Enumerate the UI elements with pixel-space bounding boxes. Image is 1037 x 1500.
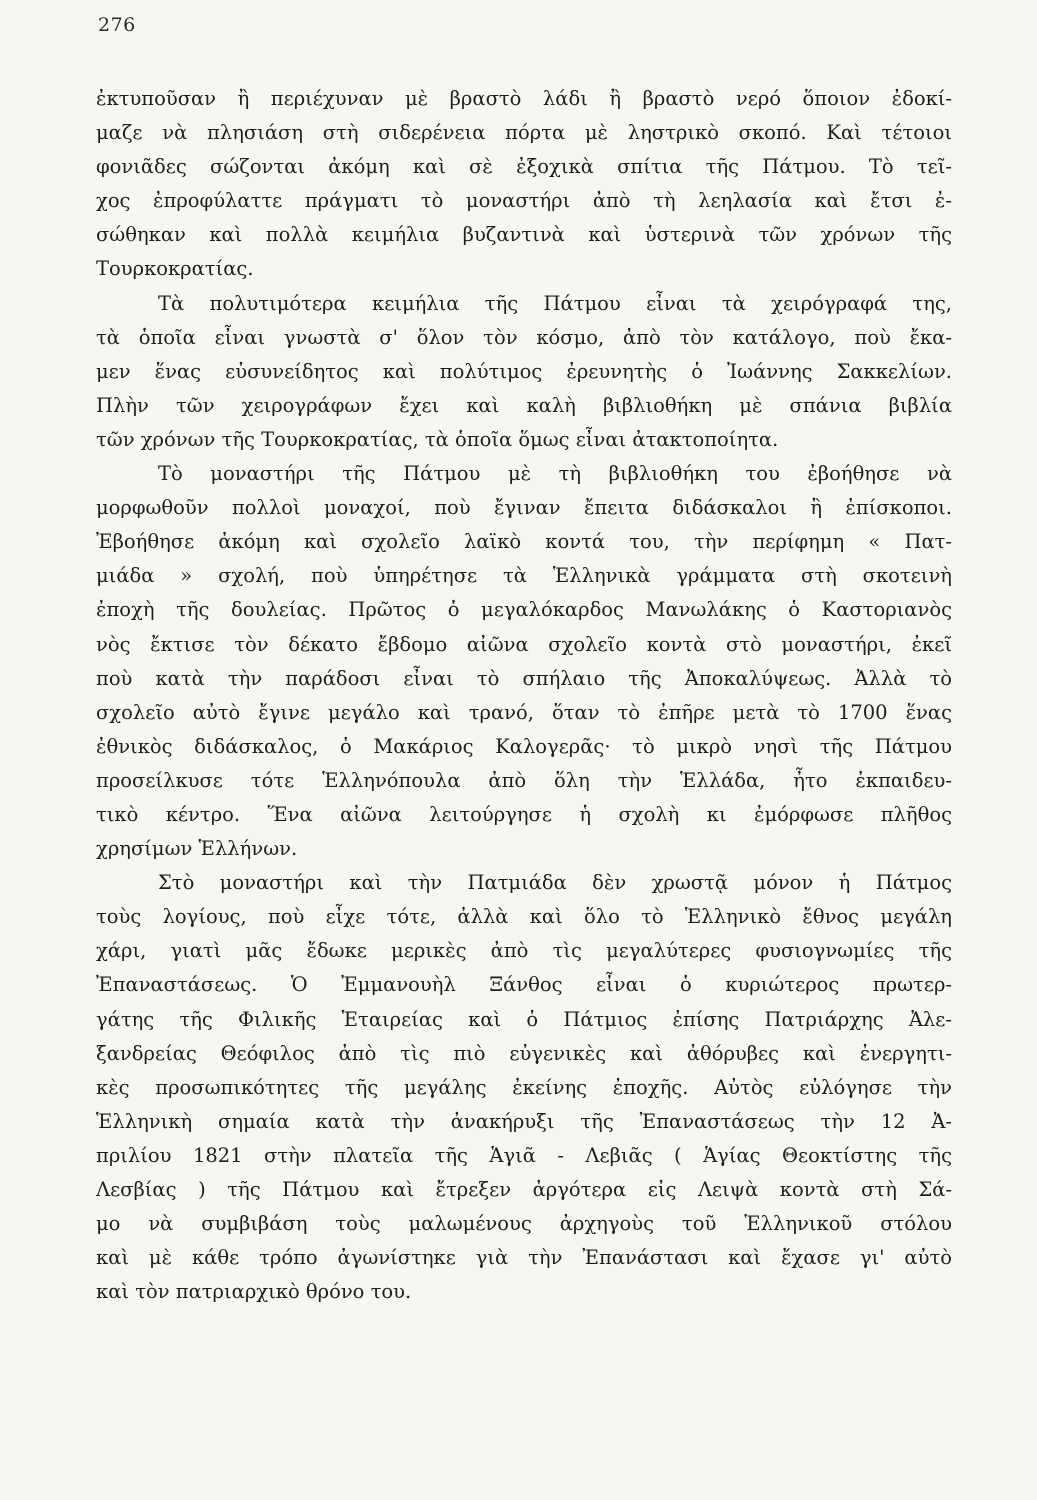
text-line: Πλὴν τῶν χειρογράφων ἔχει καὶ καλὴ βιβλιοθήκη μὲ σπάνια βιβλία	[96, 393, 952, 417]
text-line: Τὸ μοναστήρι τῆς Πάτμου μὲ τὴ βιβλιοθήκη του ἐβοήθησε νὰ	[158, 462, 952, 486]
text-line: τοὺς λογίους, ποὺ εἶχε τότε, ἀλλὰ καὶ ὅλο τὸ Ἑλληνικὸ ἔθνος μεγάλη	[96, 905, 952, 929]
text-line: Τὰ πολυτιμότερα κειμήλια τῆς Πάτμου εἶναι τὰ χειρόγραφά της,	[158, 291, 952, 315]
text-line: μαζε νὰ πλησιάση στὴ σιδερένεια πόρτα μὲ ληστρικὸ σκοπό. Καὶ τέτοιοι	[96, 121, 952, 145]
text-line: καὶ μὲ κάθε τρόπο ἀγωνίστηκε γιὰ τὴν Ἐπανάστασι καὶ ἔχασε γι' αὐτὸ	[96, 1246, 952, 1270]
text-line: Λεσβίας ) τῆς Πάτμου καὶ ἔτρεξεν ἀργότερα εἰς Λειψὰ κοντὰ στὴ Σά-	[96, 1178, 952, 1201]
text-line: Στὸ μοναστήρι καὶ τὴν Πατμιάδα δὲν χρωστᾷ μόνον ἡ Πάτμος	[158, 871, 952, 895]
text-line: χάρι, γιατὶ μᾶς ἔδωκε μερικὲς ἀπὸ τὶς μεγαλύτερες φυσιογνωμίες τῆς	[96, 939, 952, 963]
text-line: γάτης τῆς Φιλικῆς Ἑταιρείας καὶ ὁ Πάτμιος ἐπίσης Πατριάρχης Ἀλε-	[96, 1007, 952, 1031]
text-line: σώθηκαν καὶ πολλὰ κειμήλια βυζαντινὰ καὶ ὑστερινὰ τῶν χρόνων τῆς	[96, 223, 952, 247]
text-line: ἐκτυποῦσαν ἢ περιέχυναν μὲ βραστὸ λάδι ἢ βραστὸ νερό ὅποιον ἐδοκί-	[96, 87, 952, 110]
text-line: Τουρκοκρατίας.	[96, 257, 254, 281]
text-line: καὶ τὸν πατριαρχικὸ θρόνο του.	[96, 1280, 412, 1304]
text-line: μεν ἕνας εὐσυνείδητος καὶ πολύτιμος ἐρευνητὴς ὁ Ἰωάννης Σακκελίων.	[96, 359, 952, 383]
text-line: μορφωθοῦν πολλοὶ μοναχοί, ποὺ ἔγιναν ἔπειτα διδάσκαλοι ἢ ἐπίσκοποι.	[96, 496, 952, 520]
text-line: τὰ ὁποῖα εἶναι γνωστὰ σ' ὅλον τὸν κόσμο, ἀπὸ τὸν κατάλογο, ποὺ ἔκα-	[96, 325, 952, 349]
text-line: σχολεῖο αὐτὸ ἔγινε μεγάλο καὶ τρανό, ὅταν τὸ ἐπῆρε μετὰ τὸ 1700 ἕνας	[96, 700, 952, 724]
text-line: κὲς προσωπικότητες τῆς μεγάλης ἐκείνης ἐποχῆς. Αὐτὸς εὐλόγησε τὴν	[96, 1075, 952, 1099]
text-line: προσείλκυσε τότε Ἑλληνόπουλα ἀπὸ ὅλη τὴν Ἑλλάδα, ἦτο ἐκπαιδευ-	[96, 768, 952, 792]
text-line: ἐθνικὸς διδάσκαλος, ὁ Μακάριος Καλογερᾶς· τὸ μικρὸ νησὶ τῆς Πάτμου	[96, 734, 952, 758]
text-line: χος ἐπροφύλαττε πράγματι τὸ μοναστήρι ἀπὸ τὴ λεηλασία καὶ ἔτσι ἐ-	[96, 189, 952, 213]
text-line: πριλίου 1821 στὴν πλατεῖα τῆς Ἁγιᾶ - Λεβιᾶς ( Ἁγίας Θεοκτίστης τῆς	[96, 1143, 952, 1167]
text-line: ποὺ κατὰ τὴν παράδοσι εἶναι τὸ σπήλαιο τῆς Ἀποκαλύψεως. Ἀλλὰ τὸ	[96, 666, 952, 690]
text-line: μο νὰ συμβιβάση τοὺς μαλωμένους ἀρχηγοὺς τοῦ Ἑλληνικοῦ στόλου	[96, 1212, 952, 1236]
text-line: μιάδα » σχολή, ποὺ ὑπηρέτησε τὰ Ἑλληνικὰ γράμματα στὴ σκοτεινὴ	[96, 564, 952, 588]
text-line: Ἐβοήθησε ἀκόμη καὶ σχολεῖο λαϊκὸ κοντά του, τὴν περίφημη « Πατ-	[96, 530, 952, 554]
page-number: 276	[98, 14, 136, 36]
text-line: τῶν χρόνων τῆς Τουρκοκρατίας, τὰ ὁποῖα ὅμως εἶναι ἀτακτοποίητα.	[96, 427, 779, 451]
text-line: ξανδρείας Θεόφιλος ἀπὸ τὶς πιὸ εὐγενικὲς καὶ ἀθόρυβες καὶ ἐνεργητι-	[96, 1041, 952, 1065]
body-text	[96, 82, 952, 1309]
text-line: τικὸ κέντρο. Ἕνα αἰῶνα λειτούργησε ἡ σχολὴ κι ἐμόρφωσε πλῆθος	[96, 802, 952, 826]
text-line: Ἐπαναστάσεως. Ὁ Ἐμμανουὴλ Ξάνθος εἶναι ὁ κυριώτερος πρωτερ-	[96, 973, 952, 997]
text-line: νὸς ἔκτισε τὸν δέκατο ἔβδομο αἰῶνα σχολεῖο κοντὰ στὸ μοναστήρι, ἐκεῖ	[96, 632, 952, 656]
text-line: φονιᾶδες σώζονται ἀκόμη καὶ σὲ ἐξοχικὰ σπίτια τῆς Πάτμου. Τὸ τεῖ-	[96, 155, 952, 179]
text-line: χρησίμων Ἑλλήνων.	[96, 837, 298, 861]
text-line: ἐποχὴ τῆς δουλείας. Πρῶτος ὁ μεγαλόκαρδος Μανωλάκης ὁ Καστοριανὸς	[96, 598, 952, 622]
text-line: Ἑλληνικὴ σημαία κατὰ τὴν ἀνακήρυξι τῆς Ἐπαναστάσεως τὴν 12 Ἀ-	[96, 1109, 952, 1133]
